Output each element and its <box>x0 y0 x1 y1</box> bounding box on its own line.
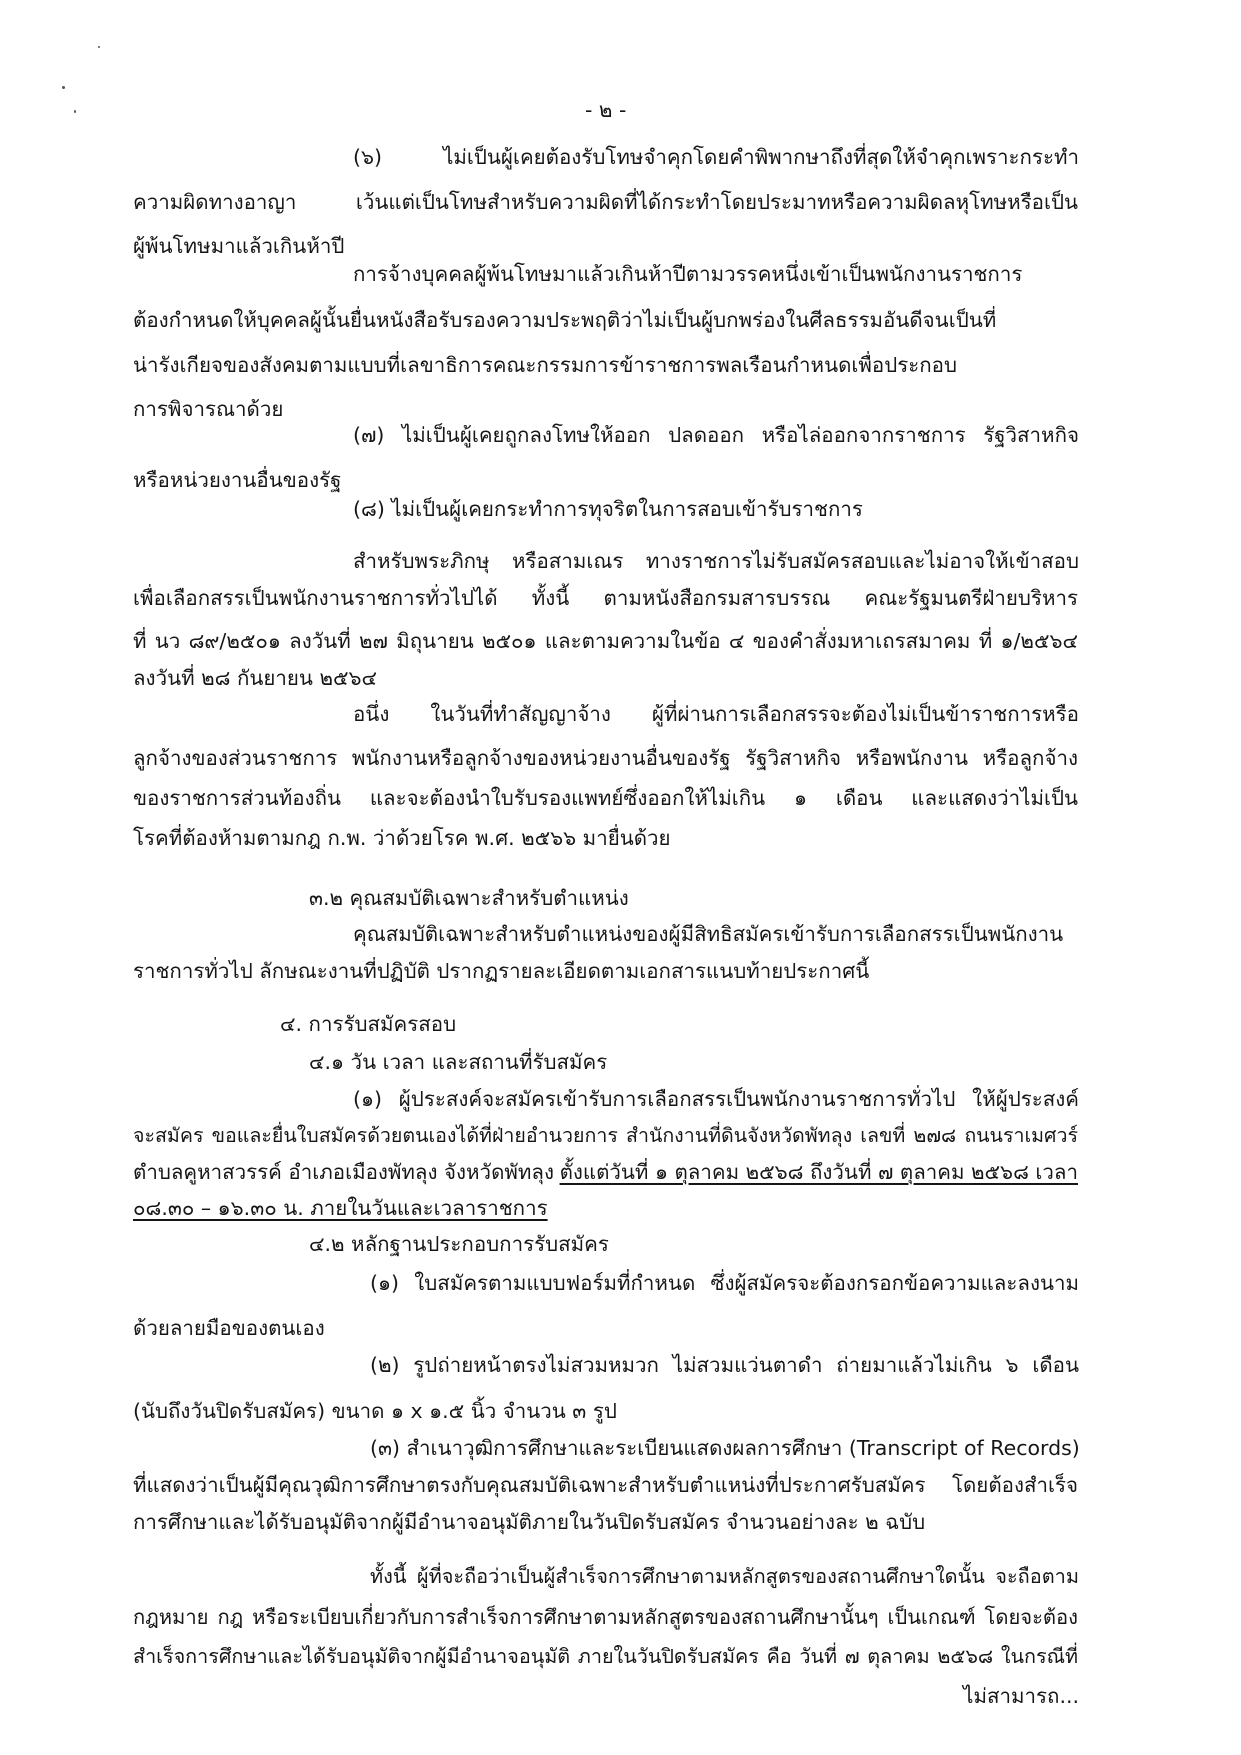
section-4-2-clause-1-line-2: ด้วยลายมือของตนเอง <box>133 1316 325 1340</box>
paragraph-contract-line-1: อนึ่ง ในวันที่ทำสัญญาจ้าง ผู้ที่ผ่านการเลือกสรรจะต้องไม่เป็นข้าราชการหรือ <box>353 702 1079 726</box>
application-period-text: ตั้งแต่วันที่ ๑ ตุลาคม ๒๕๖๘ ถึงวันที่ ๗ ตุลาคม ๒๕๖๘ เวลา <box>559 1160 1078 1184</box>
section-4-heading: ๔. การรับสมัครสอบ <box>280 1012 457 1036</box>
paragraph-graduation-line-3: สำเร็จการศึกษาและได้รับอนุมัติจากผู้มีอำนาจอนุมัติ ภายในวันปิดรับสมัคร คือ วันที่ ๗ ตุลาคม ๒๕๖๘ ในกรณีที่ <box>133 1645 1078 1668</box>
paragraph-monks-line-1: สำหรับพระภิกษุ หรือสามเณร ทางราชการไม่รับสมัครสอบและไม่อาจให้เข้าสอบ <box>353 549 1079 573</box>
application-hours-text: ๐๘.๓๐ – ๑๖.๓๐ น. ภายในวันและเวลาราชการ <box>133 1196 548 1220</box>
clause-8-line-1: (๘) ไม่เป็นผู้เคยกระทำการทุจริตในการสอบเข้ารับราชการ <box>353 497 863 521</box>
address-text: ตำบลคูหาสวรรค์ อำเภอเมืองพัทลุง จังหวัดพัทลุง <box>133 1160 554 1184</box>
section-4-2-heading: ๔.๒ หลักฐานประกอบการรับสมัคร <box>309 1232 609 1256</box>
clause-6-line-1: (๖) ไม่เป็นผู้เคยต้องรับโทษจำคุกโดยคำพิพากษาถึงที่สุดให้จำคุกเพราะกระทำ <box>353 145 1079 169</box>
paragraph-graduation-line-2: กฎหมาย กฎ หรือระเบียบเกี่ยวกับการสำเร็จการศึกษาตามหลักสูตรของสถานศึกษานั้นๆ เป็นเกณฑ์ โดยจะต้อง <box>133 1605 1078 1629</box>
scan-speck <box>62 86 65 89</box>
page-number: - ๒ - <box>585 98 627 122</box>
section-4-2-clause-1-line-1: (๑) ใบสมัครตามแบบฟอร์มที่กำหนด ซึ่งผู้สมัครจะต้องกรอกข้อความและลงนาม <box>370 1271 1079 1295</box>
clause-6-line-3: ผู้พ้นโทษมาแล้วเกินห้าปี <box>133 234 345 258</box>
section-4-1-clause-1-line-1: (๑) ผู้ประสงค์จะสมัครเข้ารับการเลือกสรรเป็นพนักงานราชการทั่วไป ให้ผู้ประสงค์ <box>353 1087 1079 1111</box>
scan-speck <box>74 110 76 113</box>
section-3-2-line-2: ราชการทั่วไป ลักษณะงานที่ปฏิบัติ ปรากฏรายละเอียดตามเอกสารแนบท้ายประกาศนี้ <box>133 959 870 983</box>
paragraph-monks-line-4: ลงวันที่ ๒๘ กันยายน ๒๕๖๔ <box>133 666 378 690</box>
paragraph-hiring-line-1: การจ้างบุคคลผู้พ้นโทษมาแล้วเกินห้าปีตามวรรคหนึ่งเข้าเป็นพนักงานราชการ <box>353 262 1023 286</box>
clause-7-line-2: หรือหน่วยงานอื่นของรัฐ <box>133 468 342 492</box>
paragraph-contract-line-2: ลูกจ้างของส่วนราชการ พนักงานหรือลูกจ้างของหน่วยงานอื่นของรัฐ รัฐวิสาหกิจ หรือพนักงาน หรือลูกจ้าง <box>133 746 1078 770</box>
section-3-2-line-1: คุณสมบัติเฉพาะสำหรับตำแหน่งของผู้มีสิทธิสมัครเข้ารับการเลือกสรรเป็นพนักงาน <box>353 922 1064 946</box>
section-4-2-clause-3-line-3: การศึกษาและได้รับอนุมัติจากผู้มีอำนาจอนุมัติภายในวันปิดรับสมัคร จำนวนอย่างละ ๒ ฉบับ <box>133 1510 926 1534</box>
paragraph-contract-line-4: โรคที่ต้องห้ามตามกฎ ก.พ. ว่าด้วยโรค พ.ศ. ๒๕๖๖ มายื่นด้วย <box>133 826 671 850</box>
paragraph-monks-line-2: เพื่อเลือกสรรเป็นพนักงานราชการทั่วไปได้ ทั้งนี้ ตามหนังสือกรมสารบรรณ คณะรัฐมนตรีฝ่ายบริหาร <box>133 586 1078 610</box>
section-4-2-clause-2-line-2: (นับถึงวันปิดรับสมัคร) ขนาด ๑ x ๑.๕ นิ้ว จำนวน ๓ รูป <box>133 1399 617 1423</box>
section-3-2-heading: ๓.๒ คุณสมบัติเฉพาะสำหรับตำแหน่ง <box>309 886 629 910</box>
paragraph-graduation-line-1: ทั้งนี้ ผู้ที่จะถือว่าเป็นผู้สำเร็จการศึกษาตามหลักสูตรของสถานศึกษาใดนั้น จะถือตาม <box>370 1564 1079 1588</box>
paragraph-hiring-line-4: การพิจารณาด้วย <box>133 397 284 421</box>
section-4-2-clause-3-line-2: ที่แสดงว่าเป็นผู้มีคุณวุฒิการศึกษาตรงกับคุณสมบัติเฉพาะสำหรับตำแหน่งที่ประกาศรับสมัคร โดยต้องสำเร็จ <box>133 1473 1078 1497</box>
clause-6-line-2: ความผิดทางอาญา เว้นแต่เป็นโทษสำหรับความผิดที่ได้กระทำโดยประมาทหรือความผิดลหุโทษหรือเป็น <box>133 190 1078 214</box>
paragraph-contract-line-3: ของราชการส่วนท้องถิ่น และจะต้องนำใบรับรองแพทย์ซึ่งออกให้ไม่เกิน ๑ เดือน และแสดงว่าไม่เป็น <box>133 786 1078 810</box>
section-4-1-clause-1-line-3 <box>133 1160 1078 1186</box>
paragraph-hiring-line-2: ต้องกำหนดให้บุคคลผู้นั้นยื่นหนังสือรับรองความประพฤติว่าไม่เป็นผู้บกพร่องในศีลธรรมอันดีจนเป็นที่ <box>133 308 997 332</box>
section-4-1-heading: ๔.๑ วัน เวลา และสถานที่รับสมัคร <box>309 1050 608 1074</box>
clause-7-line-1: (๗) ไม่เป็นผู้เคยถูกลงโทษให้ออก ปลดออก หรือไล่ออกจากราชการ รัฐวิสาหกิจ <box>353 423 1079 447</box>
section-4-1-clause-1-line-2: จะสมัคร ขอและยื่นใบสมัครด้วยตนเองได้ที่ฝ่ายอำนวยการ สำนักงานที่ดินจังหวัดพัทลุง เลขที่ ๒๗๘ ถนนราเมศวร์ <box>133 1124 1078 1147</box>
section-4-2-clause-3-line-1: (๓) สำเนาวุฒิการศึกษาและระเบียนแสดงผลการศึกษา (Transcript of Records) <box>370 1436 1080 1460</box>
paragraph-hiring-line-3: น่ารังเกียจของสังคมตามแบบที่เลขาธิการคณะกรรมการข้าราชการพลเรือนกำหนดเพื่อประกอบ <box>133 353 958 377</box>
continuation-marker: ไม่สามารถ... <box>963 1684 1079 1708</box>
paragraph-monks-line-3: ที่ นว ๘๙/๒๕๐๑ ลงวันที่ ๒๗ มิถุนายน ๒๕๐๑ และตามความในข้อ ๔ ของคำสั่งมหาเถรสมาคม ที่ ๑/๒๕๖๔ <box>133 629 1078 653</box>
section-4-2-clause-2-line-1: (๒) รูปถ่ายหน้าตรงไม่สวมหมวก ไม่สวมแว่นตาดำ ถ่ายมาแล้วไม่เกิน ๖ เดือน <box>370 1353 1079 1377</box>
scan-speck <box>98 46 100 48</box>
